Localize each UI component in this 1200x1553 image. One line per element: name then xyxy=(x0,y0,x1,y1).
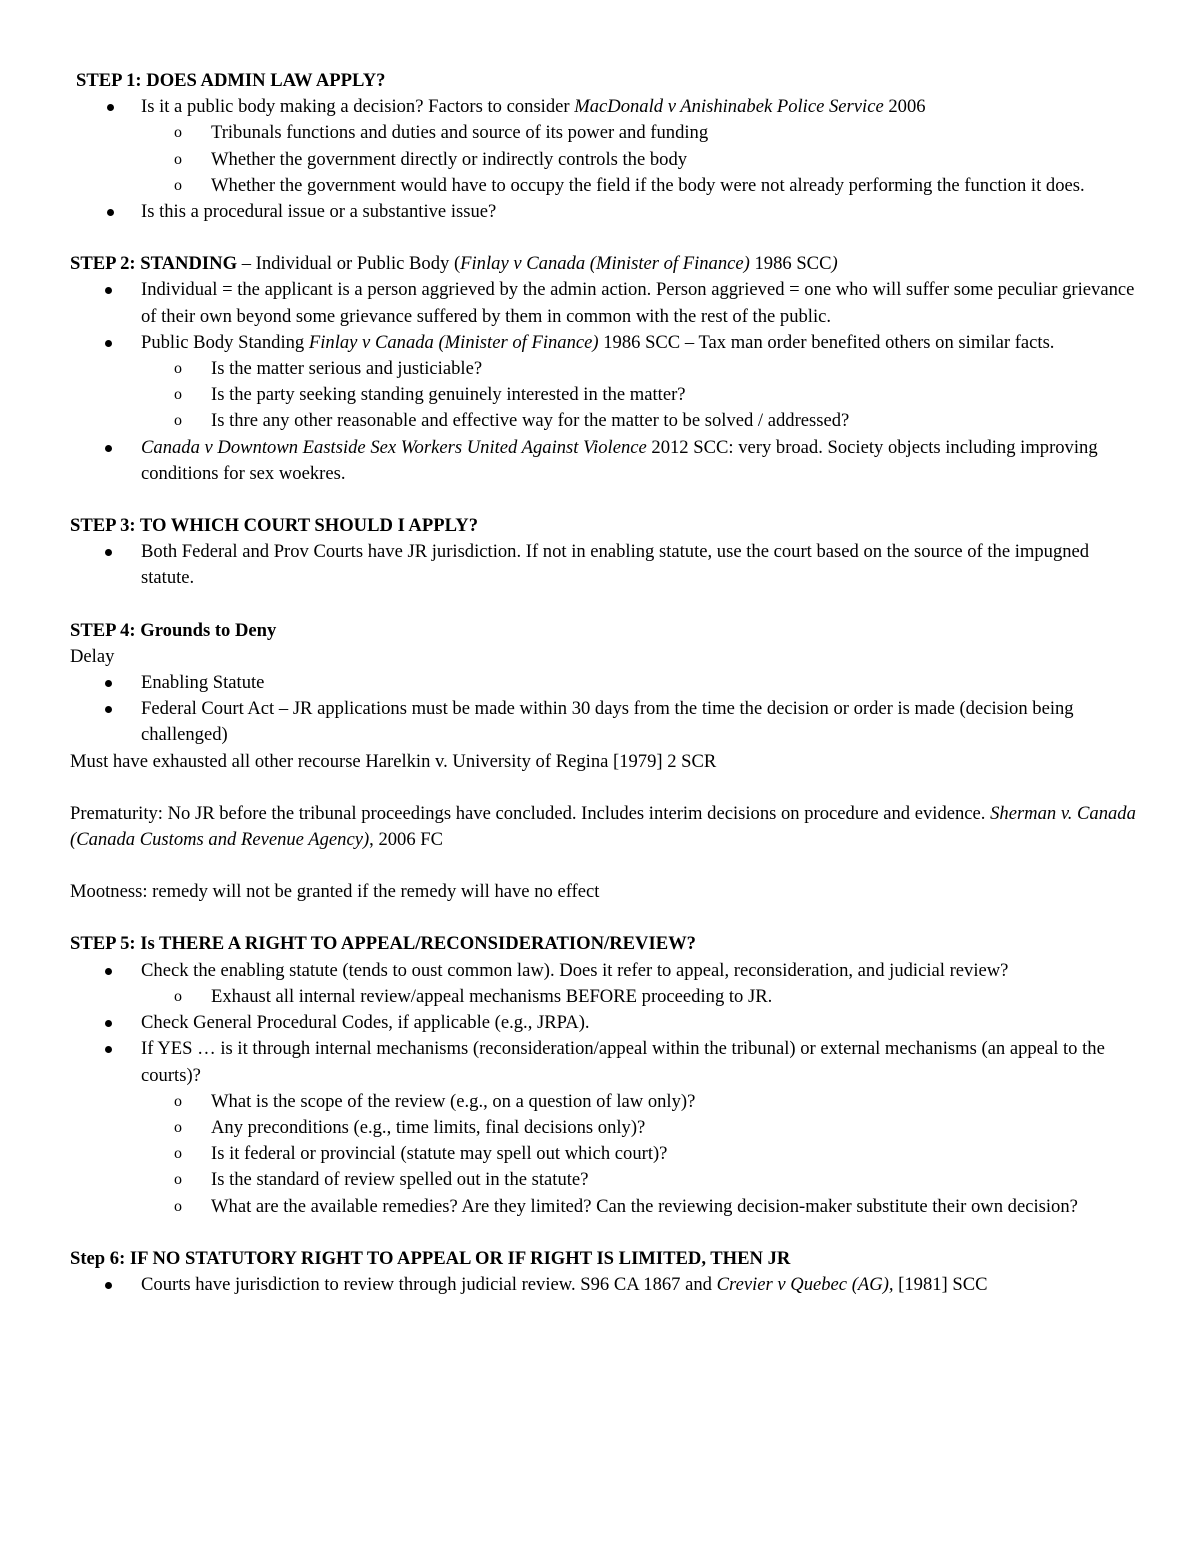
step3-heading: STEP 3: TO WHICH COURT SHOULD I APPLY? xyxy=(70,515,478,537)
sub-bullet-icon: o xyxy=(174,1092,182,1110)
sub-list-item: o Tribunals functions and duties and source of its power and funding xyxy=(76,120,1140,146)
exhaust-paragraph: Must have exhausted all other recourse Harelkin v. University of Regina [1979] 2 SCR xyxy=(70,750,717,772)
list-item: Both Federal and Prov Courts have JR jurisdiction. If not in enabling statute, use the court based on the source of the impugned statute. xyxy=(70,539,1140,591)
bullet-icon xyxy=(105,340,112,347)
sub-list-item: o Whether the government directly or indirectly controls the body xyxy=(76,147,1140,173)
list-item: Enabling Statute xyxy=(70,670,1140,696)
step2-section xyxy=(70,251,1140,487)
list-item: Federal Court Act – JR applications must be made within 30 days from the time the decision or order is made (decision being challenged) xyxy=(70,696,1140,748)
step1-heading: STEP 1: DOES ADMIN LAW APPLY? xyxy=(76,70,386,91)
case-citation: Canada v Downtown Eastside Sex Workers United Against Violence xyxy=(141,436,647,458)
step1-section xyxy=(76,68,1140,225)
list-item: Check the enabling statute (tends to oust common law). Does it refer to appeal, reconsideration, and judicial review? xyxy=(70,958,1140,984)
case-citation: Finlay v Canada (Minister of Finance) xyxy=(308,331,599,353)
bullet-icon xyxy=(107,209,114,216)
bullet-icon xyxy=(105,1020,112,1027)
case-citation: Sherman v. Canada (Canada Customs and Revenue Agency) xyxy=(70,802,1136,851)
case-citation: Crevier v Quebec (AG), xyxy=(716,1273,894,1295)
sub-list-item: o What is the scope of the review (e.g., on a question of law only)? xyxy=(70,1089,1140,1115)
sub-list-item: o Is the party seeking standing genuinely interested in the matter? xyxy=(70,382,1140,408)
sub-list-item: o Is it federal or provincial (statute may spell out which court)? xyxy=(70,1141,1140,1167)
sub-bullet-icon: o xyxy=(174,987,182,1005)
step1-list xyxy=(76,94,1140,225)
step6-list xyxy=(70,1272,1140,1298)
list-item: If YES … is it through internal mechanisms (reconsideration/appeal within the tribunal) or external mechanisms (an appeal to the courts)? xyxy=(70,1036,1140,1088)
sub-bullet-icon: o xyxy=(174,1145,182,1163)
bullet-icon xyxy=(105,1282,112,1289)
sub-list-item: o Is thre any other reasonable and effective way for the matter to be solved / addressed? xyxy=(70,408,1140,434)
step5-section xyxy=(70,931,1140,1219)
bullet-icon xyxy=(105,445,112,452)
delay-label: Delay xyxy=(70,645,115,667)
bullet-icon xyxy=(105,287,112,294)
list-item: Courts have jurisdiction to review through judicial review. S96 CA 1867 and Crevier v Quebec (AG), [1981] SCC xyxy=(70,1272,1140,1298)
bullet-icon xyxy=(105,706,112,713)
list-item: Is this a procedural issue or a substantive issue? xyxy=(76,199,1140,225)
prematurity-paragraph: Prematurity: No JR before the tribunal proceedings have concluded. Includes interim decisions on procedure and evidence. Sherman v. Canada (Canada Customs and Revenue Agency), 2006 FC xyxy=(70,802,1136,851)
sub-list-item: o Any preconditions (e.g., time limits, final decisions only)? xyxy=(70,1115,1140,1141)
bullet-icon xyxy=(105,680,112,687)
sub-list-item: o Is the standard of review spelled out in the statute? xyxy=(70,1167,1140,1193)
bullet-icon xyxy=(105,549,112,556)
sub-bullet-icon: o xyxy=(174,150,182,168)
step3-list xyxy=(70,539,1140,591)
sub-bullet-icon: o xyxy=(174,1118,182,1136)
step5-list xyxy=(70,958,1140,1220)
step5-heading: STEP 5: Is THERE A RIGHT TO APPEAL/RECONSIDERATION/REVIEW? xyxy=(70,933,696,955)
step2-list xyxy=(70,277,1140,487)
sub-bullet-icon: o xyxy=(174,1197,182,1215)
step6-section xyxy=(70,1246,1140,1298)
sub-bullet-icon: o xyxy=(174,176,182,194)
list-item: Canada v Downtown Eastside Sex Workers United Against Violence 2012 SCC: very broad. Society objects including improving conditions for sex woekres. xyxy=(70,435,1140,487)
step4-section xyxy=(70,618,1140,906)
step4-list xyxy=(70,670,1140,749)
sub-list-item: o Is the matter serious and justiciable? xyxy=(70,356,1140,382)
sub-bullet-icon: o xyxy=(174,412,182,430)
mootness-paragraph: Mootness: remedy will not be granted if the remedy will have no effect xyxy=(70,881,600,903)
step6-heading: Step 6: IF NO STATUTORY RIGHT TO APPEAL OR IF RIGHT IS LIMITED, THEN JR xyxy=(70,1247,791,1269)
case-citation: MacDonald v Anishinabek Police Service xyxy=(574,96,884,118)
sub-bullet-icon: o xyxy=(174,124,182,142)
list-item: Is it a public body making a decision? Factors to consider MacDonald v Anishinabek Police Service 2006 xyxy=(76,94,1140,120)
step3-section xyxy=(70,513,1140,592)
sub-bullet-icon: o xyxy=(174,1171,182,1189)
step2-heading: STEP 2: STANDING – Individual or Public Body (Finlay v Canada (Minister of Finance) 1986 SCC) xyxy=(70,253,838,275)
list-item: Individual = the applicant is a person aggrieved by the admin action. Person aggrieved = one who will suffer some peculiar grievance of their own beyond some grievance suffered by them in common with the rest of the public. xyxy=(70,277,1140,329)
list-item: Public Body Standing Finlay v Canada (Minister of Finance) 1986 SCC – Tax man order benefited others on similar facts. xyxy=(70,330,1140,356)
sub-list-item: o Exhaust all internal review/appeal mechanisms BEFORE proceeding to JR. xyxy=(70,984,1140,1010)
sub-bullet-icon: o xyxy=(174,386,182,404)
case-citation: Finlay v Canada (Minister of Finance) xyxy=(460,253,750,275)
list-item: Check General Procedural Codes, if applicable (e.g., JRPA). xyxy=(70,1010,1140,1036)
sub-bullet-icon: o xyxy=(174,360,182,378)
sub-list-item: o Whether the government would have to occupy the field if the body were not already performing the function it does. xyxy=(76,173,1140,199)
step4-heading: STEP 4: Grounds to Deny xyxy=(70,619,277,641)
sub-list-item: o What are the available remedies? Are they limited? Can the reviewing decision-maker substitute their own decision? xyxy=(70,1194,1140,1220)
bullet-icon xyxy=(105,1046,112,1053)
bullet-icon xyxy=(107,104,114,111)
bullet-icon xyxy=(105,968,112,975)
document-page xyxy=(70,68,1140,1298)
